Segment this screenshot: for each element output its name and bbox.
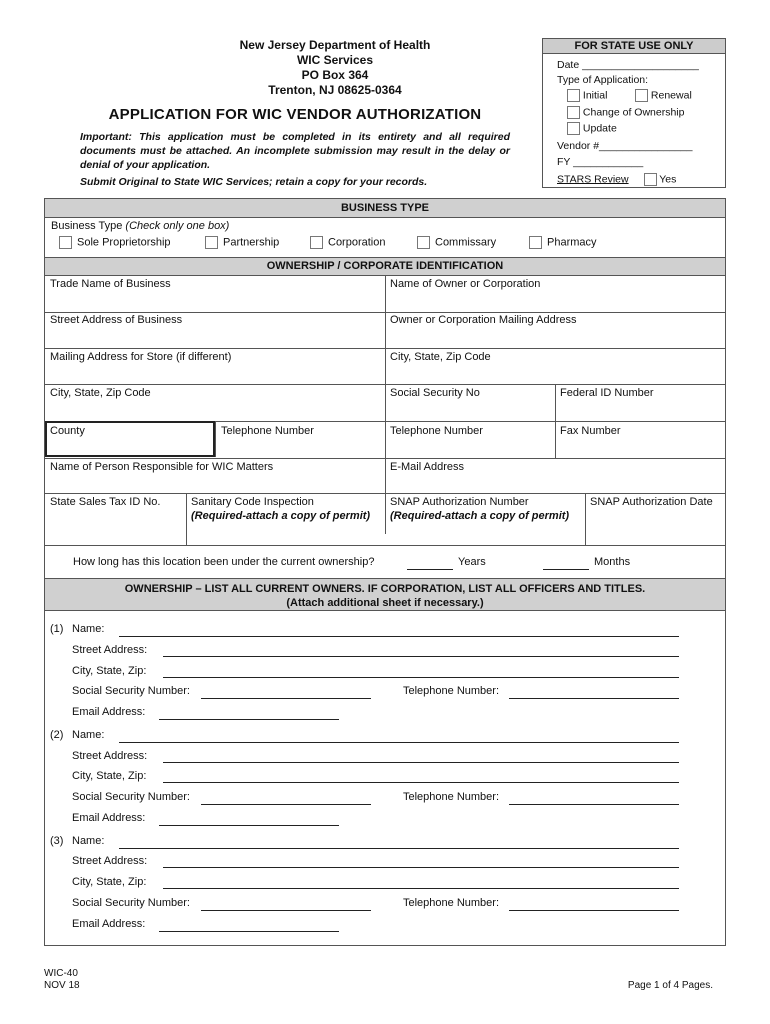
renewal-checkbox[interactable] bbox=[635, 89, 648, 102]
option-partnership[interactable] bbox=[205, 236, 279, 249]
partnership-label: Partnership bbox=[223, 236, 280, 249]
column-divider bbox=[385, 276, 386, 534]
option-sole-proprietorship[interactable] bbox=[59, 236, 171, 249]
owner-tel-label: Telephone Number: bbox=[403, 685, 500, 697]
owner-telephone-field[interactable]: Telephone Number bbox=[390, 425, 483, 437]
months-label: Months bbox=[594, 556, 631, 568]
sanitary-inspection-field[interactable]: Sanitary Code Inspection bbox=[191, 496, 314, 508]
owner-city-input[interactable] bbox=[163, 677, 679, 678]
owner-name-field[interactable]: Name of Owner or Corporation bbox=[390, 278, 541, 290]
business-type-hint: (Check only one box) bbox=[125, 220, 230, 232]
store-city-state-zip-field[interactable]: City, State, Zip Code bbox=[50, 387, 151, 399]
state-update-row bbox=[567, 122, 617, 135]
city-zip: Trenton, NJ 08625-0364 bbox=[268, 83, 402, 97]
responsible-person-field[interactable]: Name of Person Responsible for WIC Matters bbox=[50, 461, 274, 473]
sole-proprietorship-checkbox[interactable] bbox=[59, 236, 72, 249]
snap-date-field[interactable]: SNAP Authorization Date bbox=[590, 496, 713, 508]
years-input[interactable] bbox=[407, 569, 453, 570]
ssn-field[interactable]: Social Security No bbox=[390, 387, 480, 399]
owner-street-input[interactable] bbox=[163, 867, 679, 868]
owner-mailing-field[interactable]: Owner or Corporation Mailing Address bbox=[390, 314, 577, 326]
divider bbox=[45, 545, 725, 546]
sanitary-required-note: (Required-attach a copy of permit) bbox=[191, 510, 371, 522]
owner-street-input[interactable] bbox=[163, 656, 679, 657]
state-initial-row bbox=[567, 89, 607, 102]
owner-email-input[interactable] bbox=[159, 825, 339, 826]
state-use-title: FOR STATE USE ONLY bbox=[543, 39, 725, 54]
owner-street-input[interactable] bbox=[163, 762, 679, 763]
update-checkbox[interactable] bbox=[567, 122, 580, 135]
owner-email-label: Email Address: bbox=[72, 812, 146, 824]
state-type-label: Type of Application: bbox=[557, 74, 649, 86]
snap-number-field[interactable]: SNAP Authorization Number bbox=[390, 496, 529, 508]
street-address-field[interactable]: Street Address of Business bbox=[50, 314, 183, 326]
owner-email-input[interactable] bbox=[159, 931, 339, 932]
sole-proprietorship-label: Sole Proprietorship bbox=[77, 236, 171, 249]
divider bbox=[45, 458, 725, 459]
submit-notice: Submit Original to State WIC Services; retain a copy for your records. bbox=[80, 176, 428, 188]
important-notice: Important: This application must be completed in its entirety and all required documents must be attached. An incomplete submission may result in the delay or denial of your application. bbox=[80, 131, 510, 171]
owner-tel-input[interactable] bbox=[509, 910, 679, 911]
agency-header bbox=[130, 38, 540, 98]
program-name: WIC Services bbox=[296, 53, 374, 67]
form-id bbox=[44, 968, 80, 992]
email-field[interactable]: E-Mail Address bbox=[390, 461, 464, 473]
owner-email-label: Email Address: bbox=[72, 918, 146, 930]
divider bbox=[45, 384, 725, 385]
owner-number: (2) bbox=[50, 729, 64, 741]
divider bbox=[45, 348, 725, 349]
owner-name-label: Name: bbox=[72, 623, 105, 635]
pharmacy-label: Pharmacy bbox=[547, 236, 597, 249]
column-divider bbox=[186, 493, 187, 545]
owner-city-label: City, State, Zip: bbox=[72, 770, 147, 782]
owner-tel-input[interactable] bbox=[509, 804, 679, 805]
owner-name-label: Name: bbox=[72, 835, 105, 847]
county-field[interactable]: County bbox=[50, 425, 85, 437]
owner-number: (1) bbox=[50, 623, 64, 635]
divider bbox=[45, 493, 725, 494]
column-divider bbox=[215, 421, 216, 457]
owner-city-state-zip-field[interactable]: City, State, Zip Code bbox=[390, 351, 491, 363]
state-date: Date ____________________ bbox=[557, 59, 699, 71]
owner-tel-input[interactable] bbox=[509, 698, 679, 699]
corporation-checkbox[interactable] bbox=[310, 236, 323, 249]
owner-ssn-input[interactable] bbox=[201, 910, 371, 911]
owner-name-label: Name: bbox=[72, 729, 105, 741]
owner-city-label: City, State, Zip: bbox=[72, 876, 147, 888]
years-label: Years bbox=[458, 556, 486, 568]
ownership-id-heading: OWNERSHIP / CORPORATE IDENTIFICATION bbox=[45, 258, 725, 276]
state-change-row bbox=[567, 106, 684, 119]
column-divider bbox=[585, 493, 586, 545]
owner-name-input[interactable] bbox=[119, 636, 679, 637]
owner-ssn-label: Social Security Number: bbox=[72, 685, 190, 697]
po-box: PO Box 364 bbox=[301, 68, 369, 82]
corporation-label: Corporation bbox=[328, 236, 386, 249]
divider bbox=[45, 312, 725, 313]
owner-tel-label: Telephone Number: bbox=[403, 897, 500, 909]
business-type-label-text: Business Type bbox=[51, 220, 126, 232]
stars-yes-checkbox[interactable] bbox=[644, 173, 657, 186]
owner-street-label: Street Address: bbox=[72, 644, 148, 656]
owner-city-input[interactable] bbox=[163, 888, 679, 889]
store-mailing-field[interactable]: Mailing Address for Store (if different) bbox=[50, 351, 232, 363]
owner-ssn-label: Social Security Number: bbox=[72, 897, 190, 909]
federal-id-field[interactable]: Federal ID Number bbox=[560, 387, 654, 399]
renewal-label: Renewal bbox=[650, 89, 692, 102]
owner-street-label: Street Address: bbox=[72, 750, 148, 762]
stars-label: STARS Review bbox=[557, 173, 629, 186]
partnership-checkbox[interactable] bbox=[205, 236, 218, 249]
form-number: WIC-40 bbox=[44, 968, 78, 979]
stars-yes-label: Yes bbox=[659, 173, 677, 186]
commissary-label: Commissary bbox=[435, 236, 497, 249]
owner-street-label: Street Address: bbox=[72, 855, 148, 867]
owner-city-input[interactable] bbox=[163, 782, 679, 783]
vendor-number: Vendor #________________ bbox=[557, 140, 693, 152]
sales-tax-field[interactable]: State Sales Tax ID No. bbox=[50, 496, 161, 508]
ownership-duration-question: How long has this location been under the current ownership? bbox=[73, 556, 375, 568]
state-use-box bbox=[542, 38, 726, 188]
fiscal-year: FY ____________ bbox=[557, 156, 644, 168]
store-telephone-field[interactable]: Telephone Number bbox=[221, 425, 314, 437]
pharmacy-checkbox[interactable] bbox=[529, 236, 542, 249]
page-number: Page 1 of 4 Pages. bbox=[627, 980, 713, 991]
change-ownership-label: Change of Ownership bbox=[582, 106, 685, 119]
owner-ssn-input[interactable] bbox=[201, 698, 371, 699]
owner-email-input[interactable] bbox=[159, 719, 339, 720]
agency-name: New Jersey Department of Health bbox=[239, 38, 431, 52]
owner-tel-label: Telephone Number: bbox=[403, 791, 500, 803]
initial-checkbox[interactable] bbox=[567, 89, 580, 102]
owner-name-input[interactable] bbox=[119, 742, 679, 743]
owner-number: (3) bbox=[50, 835, 64, 847]
trade-name-field[interactable]: Trade Name of Business bbox=[50, 278, 171, 290]
commissary-checkbox[interactable] bbox=[417, 236, 430, 249]
owners-heading bbox=[45, 579, 725, 611]
page-title: APPLICATION FOR WIC VENDOR AUTHORIZATION bbox=[108, 106, 482, 123]
change-ownership-checkbox[interactable] bbox=[567, 106, 580, 119]
owner-name-input[interactable] bbox=[119, 848, 679, 849]
fax-field[interactable]: Fax Number bbox=[560, 425, 621, 437]
option-corporation[interactable] bbox=[310, 236, 385, 249]
owner-city-label: City, State, Zip: bbox=[72, 665, 147, 677]
option-commissary[interactable] bbox=[417, 236, 496, 249]
snap-required-note: (Required-attach a copy of permit) bbox=[390, 510, 570, 522]
owners-heading-line2: (Attach additional sheet if necessary.) bbox=[286, 597, 484, 609]
initial-label: Initial bbox=[582, 89, 608, 102]
months-input[interactable] bbox=[543, 569, 589, 570]
business-type-label bbox=[51, 220, 229, 232]
form-date: NOV 18 bbox=[44, 980, 80, 991]
stars-row bbox=[557, 173, 676, 186]
business-type-heading: BUSINESS TYPE bbox=[45, 199, 725, 218]
owner-ssn-input[interactable] bbox=[201, 804, 371, 805]
update-label: Update bbox=[582, 122, 617, 135]
state-renewal-row bbox=[635, 89, 692, 102]
option-pharmacy[interactable] bbox=[529, 236, 597, 249]
owner-ssn-label: Social Security Number: bbox=[72, 791, 190, 803]
main-form bbox=[44, 198, 726, 946]
owner-email-label: Email Address: bbox=[72, 706, 146, 718]
owners-heading-line1: OWNERSHIP – LIST ALL CURRENT OWNERS. IF CORPORATION, LIST ALL OFFICERS AND TITLES. bbox=[124, 583, 646, 595]
